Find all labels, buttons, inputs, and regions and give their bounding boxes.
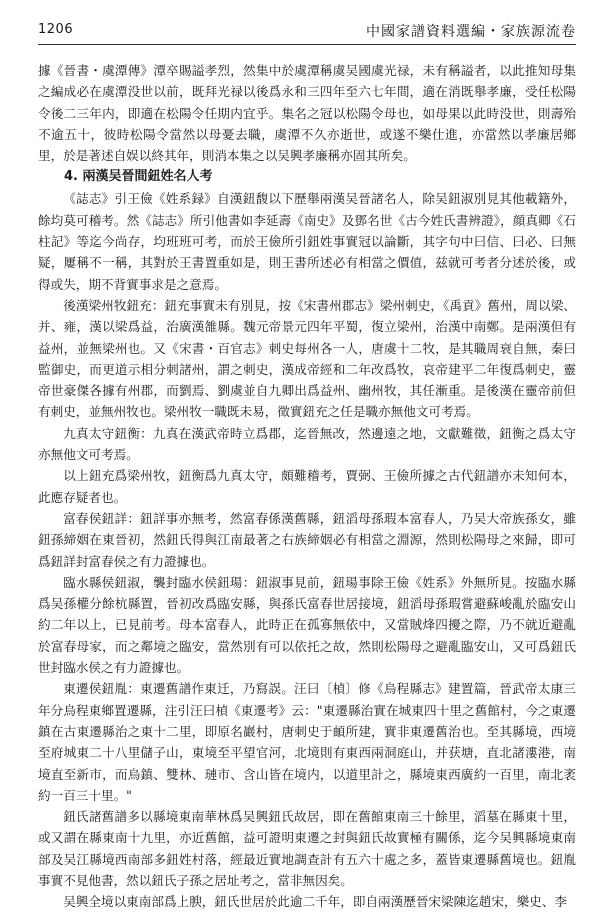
paragraph: 鈕氏諸舊譜多以縣境東南華林爲吴興鈕氏故居，即在舊館東南三十餘里，滔墓在縣東十里，或又謂在縣東南十九里，亦近舊館，益可證明東遷之封與鈕氏故實極有關係，迄今吴興縣境東南部及吴江縣境西南部多鈕姓村落，經最近實地調查計有五六十處之多，蓋皆東遷縣舊境也。鈕胤事實不見他書，然以鈕氏子孫之居址考之，當非無因矣。 [38,809,576,888]
document-body [38,60,576,913]
page-header [38,18,576,45]
paragraph: 臨水縣侯鈕淑，襲封臨水侯鈕瑒：鈕淑事見前，鈕瑒事除王儉《姓系》外無所見。按臨水縣爲吴孫權分餘杭縣置，晉初改爲臨安縣，與孫氏富春世居接境，鈕滔母孫瑕嘗避蘇峻亂於臨安山約二年以上，已見前考。母本富春人，此時正在孤寡無依中，又當賊烽四擾之際，乃不就近避亂於富春母家，而之鄰境之臨安，當然別有可以依托之故，然則松陽母之避亂臨安山，又可爲鈕氏世封臨水侯之有力證據也。 [38,574,576,676]
paragraph: 富春侯鈕詳：鈕詳事亦無考，然富春係漢舊縣，鈕滔母孫瑕本富春人，乃吴大帝族孫女，雖鈕孫締姻在東晉初，然鈕氏得與江南最著之右族締姻必有相當之淵源，然則松陽母之來歸，即可爲鈕詳封富春侯之有力證據也。 [38,510,576,569]
page-number: 1206 [38,22,74,37]
running-title: 中國家譜資料選編・家族源流卷 [366,24,576,40]
paragraph: 吴興全境以東南部爲上腴，鈕氏世居於此逾二千年，即自兩漢歷晉宋梁陳迄趙宋，樂史、李 [63,894,567,910]
paragraph: 九真太守鈕衡：九真在漢武帝時立爲郡，迄晉無改，然邊遠之地，文獻難徵，鈕衡之爲太守亦無他文可考焉。 [38,425,576,463]
paragraph-continuation: 據《晉書・虞潭傳》潭卒賜謚孝烈，然集中於虞潭稱虞吴國虞光禄，未有稱謚者，以此推知母集之編成必在虞潭没世以前，既拜光禄以後爲永和三四年至六七年間，適在消既舉孝廉，受任松陽令後二三年内，即適在松陽令任期内宜乎。集名之冠以松陽令母也，如母果以此時没世，則壽殆不逾五十，彼時松陽令當然以母憂去職，虞潭不久亦逝世，或遂不樂仕進，亦當然以孝廉居鄉里，於是著述自娱以終其年，則消本集之以吴興孝廉稱亦固其所矣。 [38,63,576,164]
section-heading: 4. 兩漢吴晉間鈕姓名人考 [64,169,213,185]
paragraph: 《誌志》引王儉《姓系録》自漢鈕馥以下歷舉兩漢吴晉諸名人，除吴鈕淑別見其他載籍外，餘均莫可稽考。然《誌志》所引他書如李延壽《南史》及鄧名世《古今姓氏書辨證》，顔真卿《石柱記》等迄今尚存，均班班可考，而於王儉所引鈕姓事實冠以論斷，其字句中曰信、曰必、曰無疑，屢稱不一稱，其對於王書置重如是，則王書所述必有相當之價值，兹就可考者分述於後，或得或失，期不背實事求是之意焉。 [38,191,576,292]
paragraph: 東遷侯鈕胤：東遷舊譜作東迁，乃寫誤。汪曰〔楨〕修《烏程縣志》建置篇，晉武帝太康三年分烏程東鄉置遷縣，注引汪曰楨《東遷考》云："東遷縣治實在城東四十里之舊館村，今之東遷鎮在古東遷縣治之東十二里，即原名巖村，唐刺史于頔所建，實非東遷舊治也。至其縣境，西境至府城東二十八里儲子山，東境至平望官河，北境則有東西兩洞庭山，并获塘，直北諸漊港，南境直至新市，而烏鎮、雙林、璉市、含山皆在境内，以道里計之，縣境東西廣約一百里，南北袤約一百三十里。" [38,681,576,803]
paragraph: 後漢梁州牧鈕充：鈕充事實未有別見，按《宋書州郡志》梁州刺史，《禹貢》舊州，周以梁、并、雍，漢以梁爲益，治廣漢雒縣。魏元帝景元四年平蜀，復立梁州，治漢中南鄭。是兩漢但有益州，並無梁州也。又《宋書・百官志》刺史每州各一人，唐虞十二牧，是其職周衰自無，秦曰監御史，而更道示相分刺諸州，謂之刺史，漢成帝經和二年改爲牧，哀帝建平二年復爲刺史，靈帝世豪傑各據有州郡，而劉焉、劉虞並自九卿出爲益州、幽州牧，其任漸重。是後漢在靈帝前但有刺史，並無州牧也。梁州牧一職既未易，徵實鈕充之任是職亦無他文可考焉。 [38,297,576,420]
paragraph: 以上鈕充爲梁州牧，鈕衡爲九真太守，頗難稽考，賈弼、王儉所據之古代鈕譜亦未知何本，此應存疑者也。 [38,468,576,505]
